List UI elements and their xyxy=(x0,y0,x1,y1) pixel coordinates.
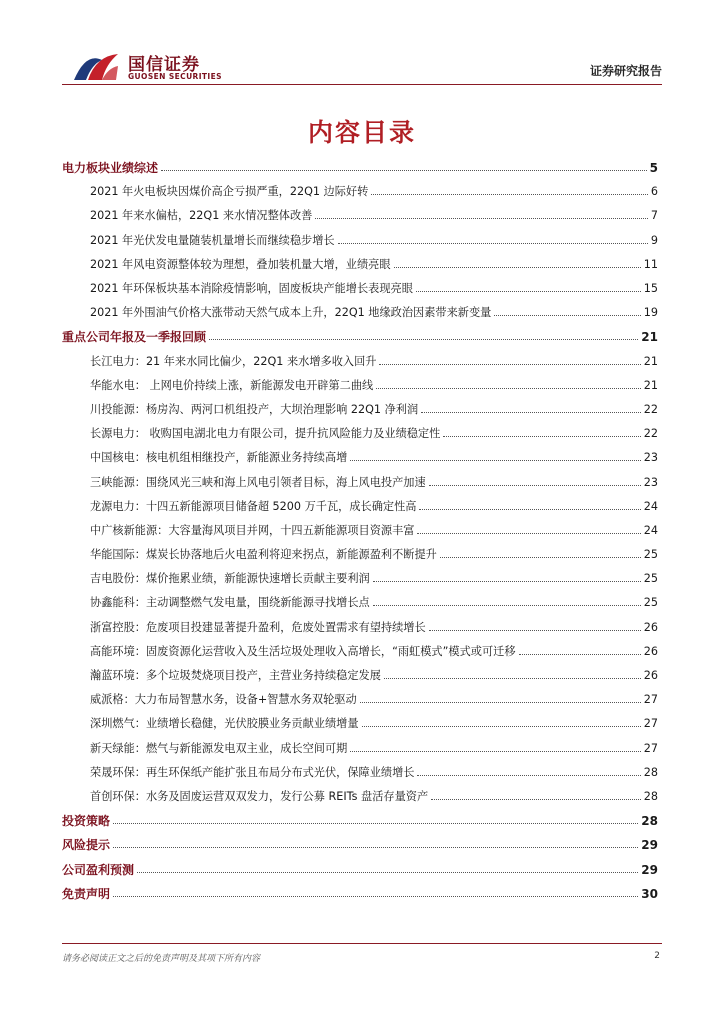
toc-entry-page: 9 xyxy=(650,233,658,247)
toc-dot-leader xyxy=(315,218,648,219)
toc-entry-label: 华能水电： 上网电价持续上涨，新能源发电开辟第二曲线 xyxy=(90,378,374,392)
page-title: 内容目录 xyxy=(307,118,416,147)
toc-entry-page: 19 xyxy=(643,306,658,320)
toc-entry-page: 11 xyxy=(643,257,658,271)
toc-entry-page: 26 xyxy=(643,620,658,634)
toc-subsection-entry[interactable] xyxy=(62,543,658,567)
toc-entry-label: 川投能源：杨房沟、两河口机组投产，大坝治理影响 22Q1 净利润 xyxy=(90,402,419,416)
toc-subsection-entry[interactable] xyxy=(62,180,658,204)
report-type-label: 证券研究报告 xyxy=(589,64,662,78)
toc-entry-page: 25 xyxy=(643,548,658,562)
header-divider xyxy=(62,84,662,85)
toc-subsection-entry[interactable] xyxy=(62,616,658,640)
toc-entry-label: 中国核电：核电机组相继投产，新能源业务持续高增 xyxy=(90,451,348,465)
toc-entry-page: 7 xyxy=(650,209,658,223)
toc-dot-leader xyxy=(350,751,640,752)
toc-entry-page: 28 xyxy=(641,814,658,829)
toc-entry-label: 2021 年外围油气价格大涨带动天然气成本上升，22Q1 地缘政治因素带来新变量 xyxy=(90,306,492,320)
toc-dot-leader xyxy=(113,823,638,824)
toc-entry-label: 免责声明 xyxy=(62,886,111,901)
toc-entry-label: 风险提示 xyxy=(62,838,111,853)
toc-dot-leader xyxy=(362,726,641,727)
toc-dot-leader xyxy=(443,436,640,437)
toc-subsection-entry[interactable] xyxy=(62,229,658,253)
toc-entry-label: 投资策略 xyxy=(62,814,111,829)
toc-entry-label: 2021 年光伏发电量随装机量增长而继续稳步增长 xyxy=(90,233,335,247)
toc-dot-leader xyxy=(417,775,640,776)
toc-entry-page: 26 xyxy=(643,669,658,683)
guosen-logo-icon xyxy=(72,50,120,84)
toc-entry-label: 公司盈利预测 xyxy=(62,862,135,877)
toc-entry-page: 27 xyxy=(643,717,658,731)
toc-dot-leader xyxy=(429,630,641,631)
disclaimer-note: 请务必阅读正文之后的免责声明及其项下所有内容 xyxy=(62,954,261,964)
toc-entry-page: 24 xyxy=(643,499,658,513)
toc-entry-page: 6 xyxy=(650,185,658,199)
toc-entry-label: 协鑫能科：主动调整燃气发电量，围绕新能源寻找增长点 xyxy=(90,596,370,610)
toc-subsection-entry[interactable] xyxy=(62,519,658,543)
toc-subsection-entry[interactable] xyxy=(62,737,658,761)
toc-subsection-entry[interactable] xyxy=(62,470,658,494)
toc-entry-label: 威派格：大力布局智慧水务，设备+智慧水务双轮驱动 xyxy=(90,693,357,707)
toc-subsection-entry[interactable] xyxy=(62,446,658,470)
toc-entry-label: 吉电股份：煤价拖累业绩，新能源快速增长贡献主要利润 xyxy=(90,572,370,586)
toc-dot-leader xyxy=(373,605,641,606)
toc-subsection-entry[interactable] xyxy=(62,398,658,422)
toc-entry-label: 中广核新能源：大容量海风项目并网，十四五新能源项目资源丰富 xyxy=(90,523,415,537)
toc-entry-page: 21 xyxy=(643,378,658,392)
toc-subsection-entry[interactable] xyxy=(62,785,658,809)
toc-subsection-entry[interactable] xyxy=(62,591,658,615)
toc-entry-label: 荣晟环保：再生环保纸产能扩张且布局分布式光伏，保障业绩增长 xyxy=(90,765,415,779)
logo-english-name: GUOSEN SECURITIES xyxy=(128,72,222,81)
toc-entry-page: 24 xyxy=(643,523,658,537)
toc-entry-label: 重点公司年报及一季报回顾 xyxy=(62,330,207,345)
toc-subsection-entry[interactable] xyxy=(62,567,658,591)
toc-entry-label: 2021 年风电资源整体较为理想，叠加装机量大增，业绩亮眼 xyxy=(90,257,391,271)
toc-entry-page: 5 xyxy=(649,161,658,176)
toc-entry-page: 27 xyxy=(643,741,658,755)
toc-section-entry[interactable] xyxy=(62,857,658,881)
page-number: 2 xyxy=(654,951,660,961)
toc-entry-page: 28 xyxy=(643,789,658,803)
toc-dot-leader xyxy=(384,678,641,679)
toc-dot-leader xyxy=(379,364,640,365)
toc-entry-label: 深圳燃气：业绩增长稳健，光伏胶膜业务贡献业绩增量 xyxy=(90,717,359,731)
toc-dot-leader xyxy=(209,339,638,340)
toc-dot-leader xyxy=(161,170,647,171)
toc-entry-page: 21 xyxy=(643,354,658,368)
logo-chinese-name: 国信证券 xyxy=(128,55,200,75)
toc-dot-leader xyxy=(519,654,641,655)
toc-dot-leader xyxy=(394,267,641,268)
toc-dot-leader xyxy=(338,243,648,244)
toc-subsection-entry[interactable] xyxy=(62,374,658,398)
toc-entry-page: 21 xyxy=(641,330,658,345)
toc-dot-leader xyxy=(417,533,640,534)
toc-subsection-entry[interactable] xyxy=(62,664,658,688)
toc-dot-leader xyxy=(440,557,641,558)
toc-entry-page: 28 xyxy=(643,765,658,779)
toc-subsection-entry[interactable] xyxy=(62,301,658,325)
toc-dot-leader xyxy=(371,194,648,195)
toc-entry-label: 高能环境：固废资源化运营收入及生活垃圾处理收入高增长，“雨虹模式”模式或可迁移 xyxy=(90,644,516,658)
table-of-contents xyxy=(62,156,658,906)
toc-entry-page: 30 xyxy=(641,886,658,901)
toc-entry-page: 22 xyxy=(643,427,658,441)
toc-entry-label: 2021 年来水偏枯，22Q1 来水情况整体改善 xyxy=(90,209,313,223)
toc-entry-page: 23 xyxy=(643,475,658,489)
toc-entry-page: 25 xyxy=(643,596,658,610)
toc-entry-page: 25 xyxy=(643,572,658,586)
toc-subsection-entry[interactable] xyxy=(62,712,658,736)
toc-entry-label: 2021 年火电板块因煤价高企亏损严重，22Q1 边际好转 xyxy=(90,185,369,199)
toc-subsection-entry[interactable] xyxy=(62,253,658,277)
toc-subsection-entry[interactable] xyxy=(62,761,658,785)
toc-dot-leader xyxy=(419,509,640,510)
toc-entry-page: 29 xyxy=(641,862,658,877)
guosen-logo xyxy=(72,46,272,88)
toc-subsection-entry[interactable] xyxy=(62,204,658,228)
toc-entry-page: 29 xyxy=(641,838,658,853)
toc-entry-page: 23 xyxy=(643,451,658,465)
toc-entry-label: 长江电力：21 年来水同比偏少，22Q1 来水增多收入回升 xyxy=(90,354,377,368)
toc-entry-label: 华能国际：煤炭长协落地后火电盈利将迎来拐点，新能源盈利不断提升 xyxy=(90,548,437,562)
toc-subsection-entry[interactable] xyxy=(62,688,658,712)
toc-dot-leader xyxy=(421,412,641,413)
toc-dot-leader xyxy=(431,799,641,800)
toc-entry-label: 新天绿能：燃气与新能源发电双主业，成长空间可期 xyxy=(90,741,348,755)
toc-entry-page: 22 xyxy=(643,402,658,416)
toc-entry-label: 2021 年环保板块基本消除疫情影响，固废板块产能增长表现亮眼 xyxy=(90,282,413,296)
toc-entry-label: 长源电力： 收购国电湖北电力有限公司，提升抗风险能力及业绩稳定性 xyxy=(90,427,441,441)
toc-section-entry[interactable] xyxy=(62,882,658,906)
toc-dot-leader xyxy=(113,847,638,848)
footer-divider xyxy=(62,943,662,944)
toc-subsection-entry[interactable] xyxy=(62,640,658,664)
toc-subsection-entry[interactable] xyxy=(62,350,658,374)
toc-section-entry[interactable] xyxy=(62,156,658,180)
toc-entry-page: 27 xyxy=(643,693,658,707)
toc-entry-label: 瀚蓝环境：多个垃圾焚烧项目投产，主营业务持续稳定发展 xyxy=(90,669,381,683)
toc-entry-page: 26 xyxy=(643,644,658,658)
toc-dot-leader xyxy=(113,896,638,897)
toc-dot-leader xyxy=(429,485,641,486)
toc-entry-page: 15 xyxy=(643,282,658,296)
toc-section-entry[interactable] xyxy=(62,325,658,349)
toc-subsection-entry[interactable] xyxy=(62,495,658,519)
page-header xyxy=(0,0,724,100)
toc-entry-label: 首创环保：水务及固废运营双双发力，发行公募 REITs 盘活存量资产 xyxy=(90,789,429,803)
toc-dot-leader xyxy=(137,872,638,873)
toc-entry-label: 三峡能源：围绕风光三峡和海上风电引领者目标，海上风电投产加速 xyxy=(90,475,426,489)
toc-entry-label: 电力板块业绩综述 xyxy=(62,161,159,176)
toc-subsection-entry[interactable] xyxy=(62,422,658,446)
toc-dot-leader xyxy=(360,702,641,703)
toc-subsection-entry[interactable] xyxy=(62,277,658,301)
toc-entry-label: 龙源电力：十四五新能源项目储备超 5200 万千瓦，成长确定性高 xyxy=(90,499,417,513)
toc-dot-leader xyxy=(376,388,641,389)
toc-dot-leader xyxy=(494,315,640,316)
toc-section-entry[interactable] xyxy=(62,833,658,857)
toc-section-entry[interactable] xyxy=(62,809,658,833)
toc-entry-label: 浙富控股：危废项目投建显著提升盈利，危废处置需求有望持续增长 xyxy=(90,620,426,634)
toc-dot-leader xyxy=(350,460,640,461)
toc-dot-leader xyxy=(416,291,641,292)
toc-dot-leader xyxy=(373,581,641,582)
